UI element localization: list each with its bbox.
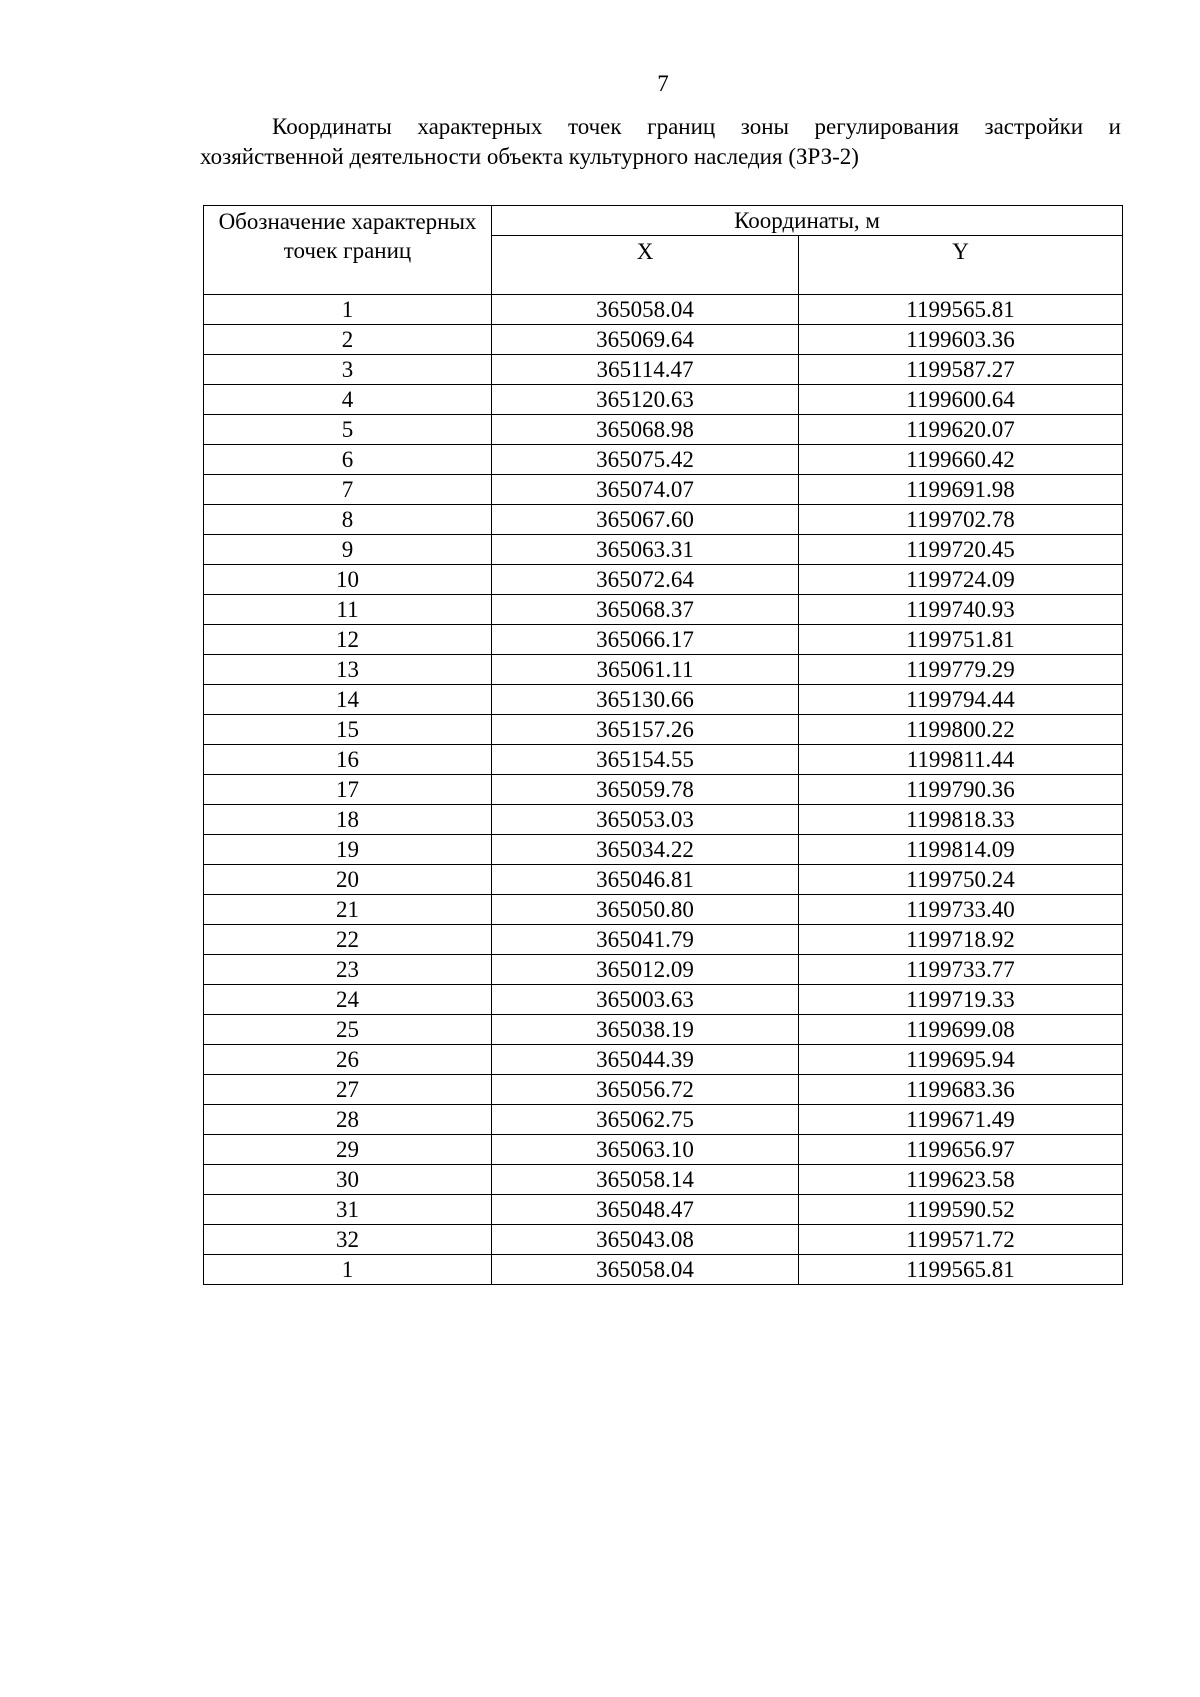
cell-point: 22 xyxy=(204,925,492,955)
cell-x: 365063.10 xyxy=(492,1135,799,1165)
cell-y: 1199790.36 xyxy=(799,775,1123,805)
cell-x: 365063.31 xyxy=(492,535,799,565)
cell-point: 12 xyxy=(204,625,492,655)
table-row xyxy=(204,1195,1123,1225)
table-row xyxy=(204,1075,1123,1105)
cell-point: 19 xyxy=(204,835,492,865)
cell-y: 1199814.09 xyxy=(799,835,1123,865)
cell-x: 365061.11 xyxy=(492,655,799,685)
cell-point: 23 xyxy=(204,955,492,985)
cell-y: 1199719.33 xyxy=(799,985,1123,1015)
cell-y: 1199811.44 xyxy=(799,745,1123,775)
cell-x: 365058.04 xyxy=(492,295,799,325)
table-body xyxy=(204,295,1123,1285)
cell-y: 1199571.72 xyxy=(799,1225,1123,1255)
table-row xyxy=(204,865,1123,895)
table-row xyxy=(204,955,1123,985)
cell-y: 1199590.52 xyxy=(799,1195,1123,1225)
cell-x: 365048.47 xyxy=(492,1195,799,1225)
table-row xyxy=(204,985,1123,1015)
cell-x: 365130.66 xyxy=(492,685,799,715)
cell-y: 1199733.40 xyxy=(799,895,1123,925)
cell-y: 1199620.07 xyxy=(799,415,1123,445)
cell-point: 24 xyxy=(204,985,492,1015)
cell-y: 1199702.78 xyxy=(799,505,1123,535)
cell-point: 17 xyxy=(204,775,492,805)
cell-x: 365038.19 xyxy=(492,1015,799,1045)
cell-x: 365068.98 xyxy=(492,415,799,445)
cell-x: 365050.80 xyxy=(492,895,799,925)
cell-point: 13 xyxy=(204,655,492,685)
cell-y: 1199740.93 xyxy=(799,595,1123,625)
cell-y: 1199603.36 xyxy=(799,325,1123,355)
cell-x: 365041.79 xyxy=(492,925,799,955)
table-row xyxy=(204,475,1123,505)
cell-point: 1 xyxy=(204,295,492,325)
cell-x: 365012.09 xyxy=(492,955,799,985)
table-row xyxy=(204,1255,1123,1285)
document-heading xyxy=(200,112,1121,172)
table-header-row xyxy=(204,206,1123,236)
cell-y: 1199623.58 xyxy=(799,1165,1123,1195)
table-row xyxy=(204,895,1123,925)
cell-point: 9 xyxy=(204,535,492,565)
cell-y: 1199724.09 xyxy=(799,565,1123,595)
cell-point: 21 xyxy=(204,895,492,925)
cell-x: 365059.78 xyxy=(492,775,799,805)
cell-point: 14 xyxy=(204,685,492,715)
cell-point: 32 xyxy=(204,1225,492,1255)
cell-point: 15 xyxy=(204,715,492,745)
table-row xyxy=(204,595,1123,625)
cell-x: 365043.08 xyxy=(492,1225,799,1255)
cell-point: 2 xyxy=(204,325,492,355)
cell-x: 365046.81 xyxy=(492,865,799,895)
table-row xyxy=(204,1135,1123,1165)
cell-y: 1199718.92 xyxy=(799,925,1123,955)
table-row xyxy=(204,1165,1123,1195)
cell-point: 18 xyxy=(204,805,492,835)
cell-y: 1199800.22 xyxy=(799,715,1123,745)
page-number: 7 xyxy=(657,71,669,96)
cell-y: 1199565.81 xyxy=(799,1255,1123,1285)
cell-x: 365066.17 xyxy=(492,625,799,655)
header-coordinates: Координаты, м xyxy=(492,206,1123,236)
cell-x: 365068.37 xyxy=(492,595,799,625)
table-row xyxy=(204,1225,1123,1255)
cell-x: 365056.72 xyxy=(492,1075,799,1105)
cell-point: 26 xyxy=(204,1045,492,1075)
cell-x: 365067.60 xyxy=(492,505,799,535)
cell-x: 365044.39 xyxy=(492,1045,799,1075)
cell-point: 27 xyxy=(204,1075,492,1105)
table-row xyxy=(204,535,1123,565)
table-row xyxy=(204,805,1123,835)
cell-y: 1199656.97 xyxy=(799,1135,1123,1165)
table-row xyxy=(204,295,1123,325)
cell-y: 1199779.29 xyxy=(799,655,1123,685)
cell-x: 365053.03 xyxy=(492,805,799,835)
table-row xyxy=(204,715,1123,745)
table-row xyxy=(204,445,1123,475)
header-y: Y xyxy=(799,236,1123,295)
cell-point: 4 xyxy=(204,385,492,415)
cell-y: 1199818.33 xyxy=(799,805,1123,835)
table-row xyxy=(204,325,1123,355)
cell-x: 365034.22 xyxy=(492,835,799,865)
cell-y: 1199691.98 xyxy=(799,475,1123,505)
table-row xyxy=(204,835,1123,865)
cell-y: 1199695.94 xyxy=(799,1045,1123,1075)
cell-x: 365069.64 xyxy=(492,325,799,355)
table-row xyxy=(204,625,1123,655)
cell-y: 1199750.24 xyxy=(799,865,1123,895)
cell-point: 11 xyxy=(204,595,492,625)
cell-point: 1 xyxy=(204,1255,492,1285)
table-row xyxy=(204,355,1123,385)
header-x: X xyxy=(492,236,799,295)
coordinates-table xyxy=(203,205,1123,1285)
cell-x: 365114.47 xyxy=(492,355,799,385)
cell-x: 365072.64 xyxy=(492,565,799,595)
table-row xyxy=(204,655,1123,685)
table-row xyxy=(204,745,1123,775)
cell-point: 16 xyxy=(204,745,492,775)
cell-y: 1199733.77 xyxy=(799,955,1123,985)
cell-point: 25 xyxy=(204,1015,492,1045)
cell-x: 365074.07 xyxy=(492,475,799,505)
cell-point: 30 xyxy=(204,1165,492,1195)
cell-y: 1199587.27 xyxy=(799,355,1123,385)
cell-x: 365154.55 xyxy=(492,745,799,775)
cell-point: 10 xyxy=(204,565,492,595)
cell-x: 365075.42 xyxy=(492,445,799,475)
cell-y: 1199720.45 xyxy=(799,535,1123,565)
table-row xyxy=(204,1015,1123,1045)
table-row xyxy=(204,415,1123,445)
table-row xyxy=(204,685,1123,715)
cell-point: 7 xyxy=(204,475,492,505)
cell-point: 31 xyxy=(204,1195,492,1225)
table-row xyxy=(204,925,1123,955)
cell-x: 365157.26 xyxy=(492,715,799,745)
cell-point: 29 xyxy=(204,1135,492,1165)
table-row xyxy=(204,1105,1123,1135)
cell-point: 3 xyxy=(204,355,492,385)
cell-y: 1199671.49 xyxy=(799,1105,1123,1135)
cell-point: 6 xyxy=(204,445,492,475)
cell-x: 365058.04 xyxy=(492,1255,799,1285)
cell-point: 20 xyxy=(204,865,492,895)
table-row xyxy=(204,775,1123,805)
cell-point: 5 xyxy=(204,415,492,445)
table-row xyxy=(204,1045,1123,1075)
cell-x: 365062.75 xyxy=(492,1105,799,1135)
cell-x: 365058.14 xyxy=(492,1165,799,1195)
header-point-label: Обозначение характерных точек границ xyxy=(204,206,492,295)
table-row xyxy=(204,505,1123,535)
cell-point: 28 xyxy=(204,1105,492,1135)
table-row xyxy=(204,565,1123,595)
cell-y: 1199794.44 xyxy=(799,685,1123,715)
cell-y: 1199600.64 xyxy=(799,385,1123,415)
heading-text: Координаты характерных точек границ зоны регулирования застройки и хозяйственной деятельности объекта культурного наследия (ЗРЗ-2) xyxy=(200,114,1121,169)
cell-point: 8 xyxy=(204,505,492,535)
cell-x: 365120.63 xyxy=(492,385,799,415)
cell-y: 1199683.36 xyxy=(799,1075,1123,1105)
cell-y: 1199565.81 xyxy=(799,295,1123,325)
cell-y: 1199751.81 xyxy=(799,625,1123,655)
cell-x: 365003.63 xyxy=(492,985,799,1015)
table-row xyxy=(204,385,1123,415)
cell-y: 1199699.08 xyxy=(799,1015,1123,1045)
cell-y: 1199660.42 xyxy=(799,445,1123,475)
